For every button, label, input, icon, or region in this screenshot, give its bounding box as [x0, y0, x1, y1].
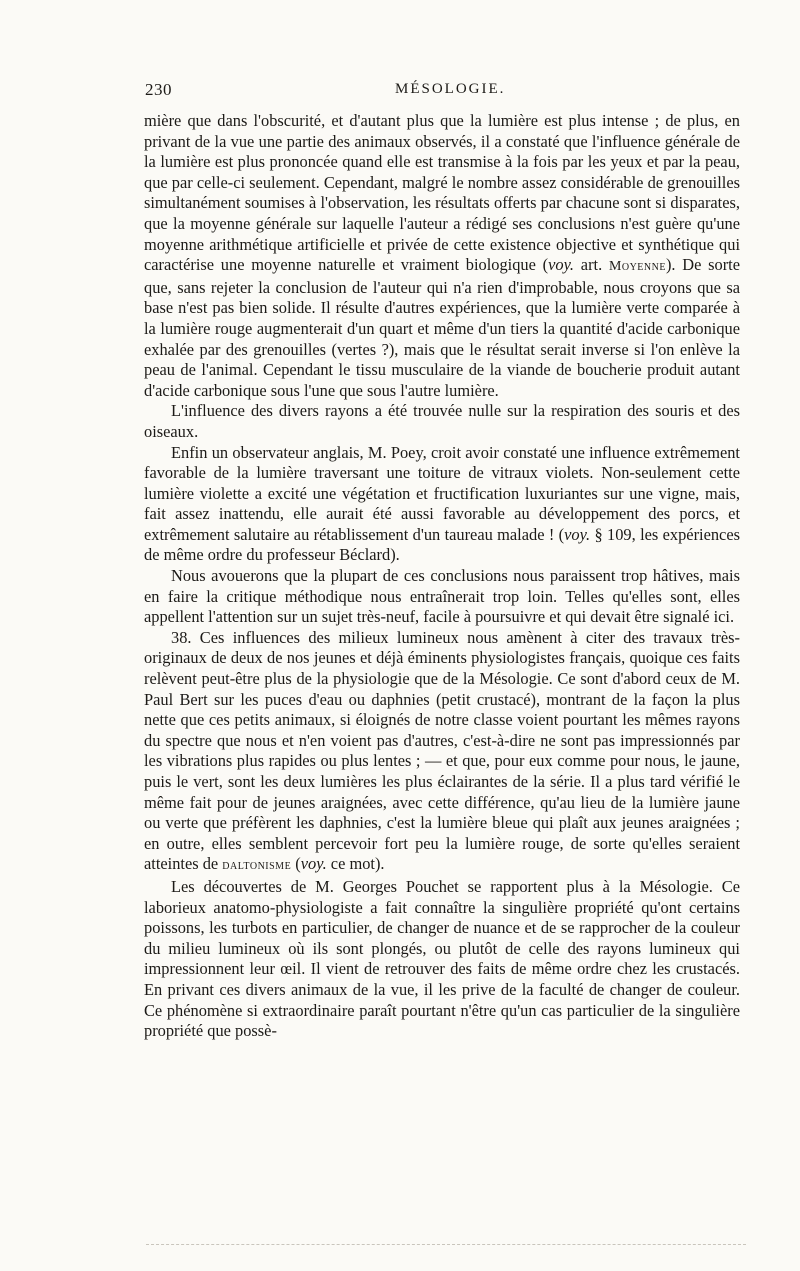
page-header: [145, 80, 735, 104]
footer-rule: [146, 1244, 746, 1245]
small-caps-text: Moyenne: [608, 259, 666, 275]
text-run: Enfin un observateur anglais, M. Poey, croit avoir constaté une influence extrêmement favorable de la lumière traversant une toiture de vitraux violets. Non-seulement cette lumière violette a excité une végétation et fructification luxuriantes sur une vigne, mais, fait assez inattendu, elle aurait été aussi favorable au développement des porcs, et extrêmement salutaire au rétablissement d'un taureau malade ! (: [144, 442, 740, 544]
italic-text: voy.: [548, 255, 575, 275]
paragraph: [144, 566, 740, 628]
italic-text: voy.: [300, 854, 327, 874]
paragraph: [144, 877, 740, 1042]
text-run: 38. Ces influences des milieux lumineux nous amènent à citer des travaux très-originaux de deux de nos jeunes et déjà éminents physiologistes français, quoique ces faits relèvent peut-être plus de la physiologie que de la Mésologie. Ce sont d'abord ceux de M. Paul Bert sur les puces d'eau ou daphnies (petit crustacé), montrant de la façon la plus nette que ces petits animaux, si éloignés de notre classe voient pourtant les mêmes rayons du spectre que nous et n'en voient pas d'autres, c'est-à-dire ne sont pas impressionnés par les vibrations plus rapides ou plus lentes ; — et que, pour eux comme pour nous, le jaune, puis le vert, sont les deux lumières les plus éclairantes de la série. Il a plus tard vérifié le même fait pour de jeunes araignées, avec cette différence, qu'au lieu de la lumière jaune ou verte que préfèrent les daphnies, c'est la lumière bleue qui plaît aux jeunes araignées ; en outre, elles semblent percevoir fort peu la lumière rouge, de sorte qu'elles seraient atteintes de: [144, 627, 740, 874]
page-number: 230: [145, 80, 172, 99]
small-caps-text: daltonisme: [222, 858, 292, 874]
italic-text: voy.: [564, 524, 591, 544]
paragraph: [144, 401, 740, 442]
paragraph: [144, 111, 740, 401]
paragraph: [144, 443, 740, 567]
text-run: (: [291, 854, 301, 874]
text-run: ). De sorte que, sans rejeter la conclusion de l'auteur qui n'a rien d'improbable, nous croyons que sa base n'est pas bien solide. Il résulte d'autres expériences, que la lumière verte comparée à la lumière rouge augmenterait d'un quart et même d'un tiers la quantité d'acide carbonique exhalée par des grenouilles (vertes ?), mais que le résultat serait inverse si l'on enlève la peau de l'animal. Cependant le tissu musculaire de la viande de boucherie produit autant d'acide carbonique sous l'une que sous l'autre lumière.: [144, 255, 740, 400]
text-run: L'influence des divers rayons a été trouvée nulle sur la respiration des souris et des oiseaux.: [144, 401, 740, 441]
text-run: ce mot).: [326, 854, 385, 874]
text-run: § 109, les expériences de même ordre du professeur Béclard).: [144, 524, 740, 565]
text-run: art.: [574, 255, 609, 275]
text-run: mière que dans l'obscurité, et d'autant plus que la lumière est plus intense ; de plus, en privant de la vue une partie des animaux observés, il a constaté que l'influence générale de la lumière est plus prononcée quand elle est transmise à la fois par les yeux et par la peau, que par celle-ci seulement. Cependant, malgré le nombre assez considérable de grenouilles simultanément soumises à l'observation, les résultats offerts par chacune sont si disparates, que la moyenne générale sur laquelle l'auteur a rédigé ses conclusions n'est guère qu'une moyenne arithmétique artificielle et privée de cette existence objective et synthétique qui caractérise une moyenne naturelle et vraiment biologique (: [144, 111, 740, 275]
running-title: MÉSOLOGIE.: [395, 81, 506, 97]
body-text: [144, 111, 740, 1042]
paragraph: [144, 628, 740, 877]
text-run: Nous avouerons que la plupart de ces conclusions nous paraissent trop hâtives, mais en faire la critique méthodique nous entraînerait trop loin. Telles qu'elles sont, elles appellent l'attention sur un sujet très-neuf, facile à poursuivre et qui devait être signalé ici.: [144, 566, 740, 627]
text-run: Les découvertes de M. Georges Pouchet se rapportent plus à la Mésologie. Ce laborieux anatomo-physiologiste a fait connaître la singulière propriété qu'ont certains poissons, les turbots en particulier, de changer de nuance et de se rapprocher de la couleur du milieu lumineux où ils sont plongés, ou plutôt de celle des rayons lumineux qui impressionnent leur œil. Il vient de retrouver des faits de même ordre chez les crustacés. En privant ces divers animaux de la vue, il les prive de la faculté de changer de couleur. Ce phénomène si extraordinaire paraît pourtant n'être qu'un cas particulier de la singulière propriété que possè-: [144, 876, 740, 1041]
